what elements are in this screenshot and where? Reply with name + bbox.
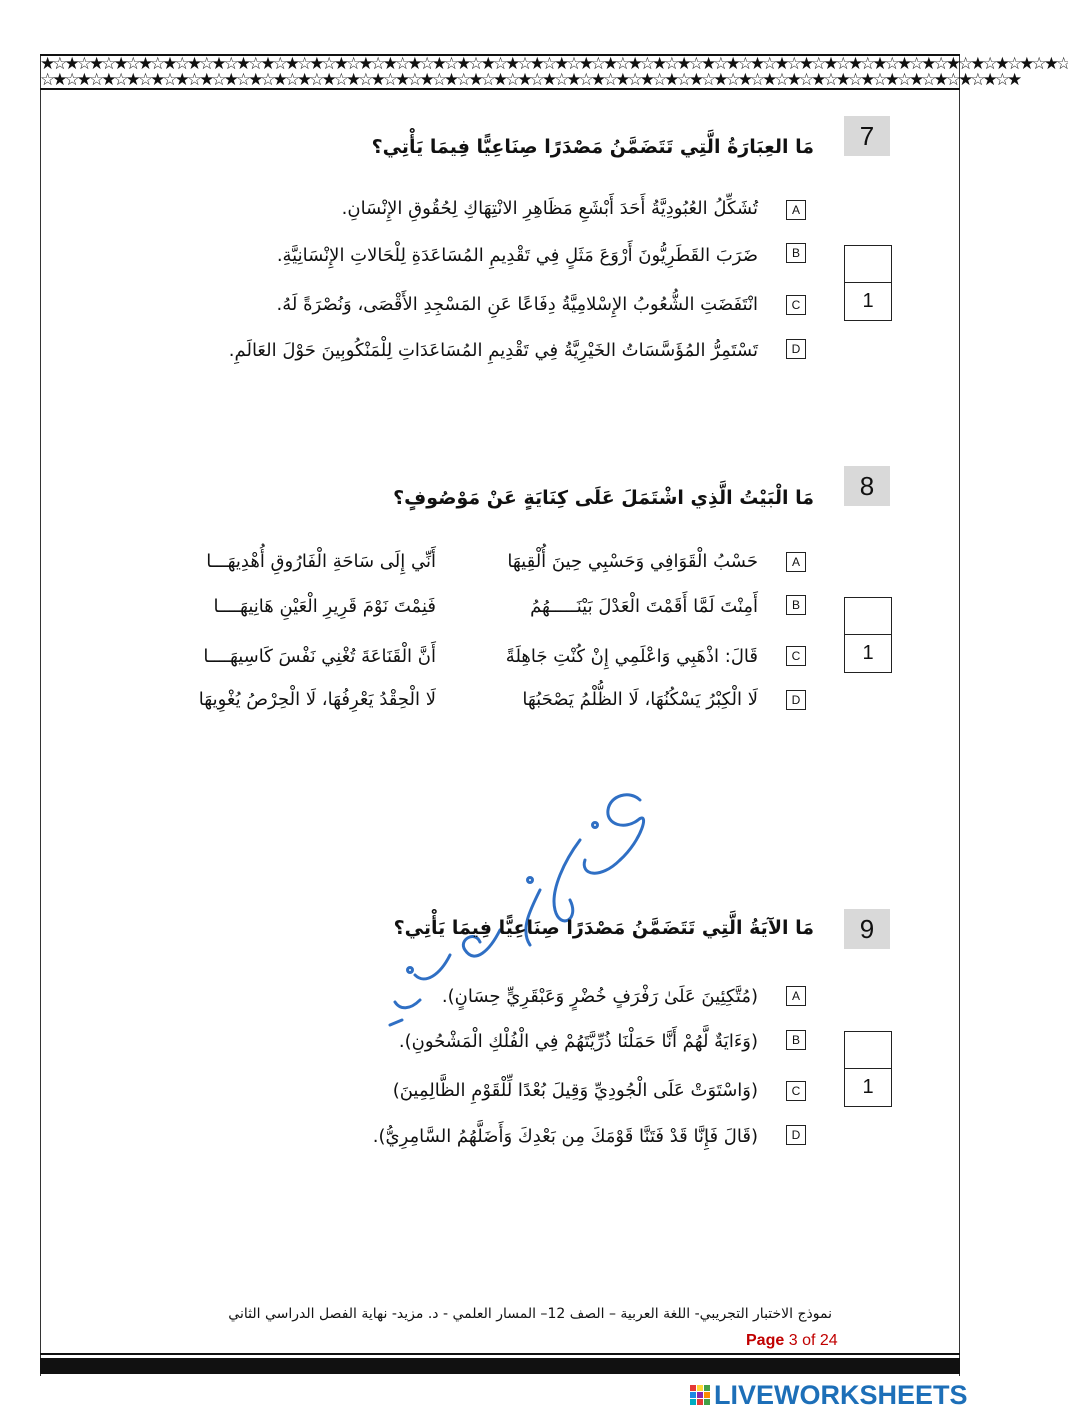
page-current: 3: [788, 1332, 798, 1349]
question-8-option-b-first-hemistich[interactable]: أَمِنْتَ لَمَّا أَقَمْتَ الْعَدْلَ بَيْنَـــــهُمُ: [530, 596, 758, 617]
question-7-score-box: [844, 245, 892, 321]
option-b-checkbox[interactable]: B: [786, 243, 806, 263]
page-total: 24: [819, 1332, 838, 1349]
question-9-option-a[interactable]: (مُتَّكِئِينَ عَلَىٰ رَفْرَفٍ خُضْرٍ وَعَبْقَرِيٍّ حِسَانٍ).: [441, 986, 758, 1007]
page-number: [746, 1332, 838, 1350]
score-value: 1: [862, 290, 874, 312]
score-input[interactable]: [845, 246, 891, 283]
option-c-checkbox[interactable]: C: [786, 646, 806, 666]
question-7-option-a[interactable]: تُشَكِّلُ العُبُودِيَّةُ أَحَدَ أَبْشَعِ مَظَاهِرِ الانْتِهَاكِ لِحُقُوقِ الإِنْسَانِ.: [341, 198, 758, 219]
question-8-option-d-first-hemistich[interactable]: لَا الْكِبْرُ يَسْكُنُهَا، لَا الظُّلْمُ يَصْحَبُهَا: [522, 689, 758, 710]
question-7-option-b[interactable]: ضَرَبَ القَطَرِيُّونَ أَرْوَعَ مَثَلٍ فِي تَقْدِيمِ المُسَاعَدَةِ لِلْحَالاتِ الإِنْسَانِيَّةِ.: [276, 245, 758, 266]
page-label: Page: [746, 1332, 785, 1349]
question-9-option-c[interactable]: (وَاسْتَوَتْ عَلَى الْجُودِيِّ وَقِيلَ بُعْدًا لِّلْقَوْمِ الظَّالِمِينَ): [392, 1080, 758, 1101]
option-c-checkbox[interactable]: C: [786, 295, 806, 315]
liveworksheets-logo[interactable]: [690, 1380, 968, 1410]
question-number-9: 9: [844, 909, 890, 949]
question-8-option-c-second-hemistich[interactable]: أَنَّ الْقَنَاعَةَ تُغْنِي نَفْسَ كَاسِيهَــــا: [203, 646, 436, 667]
star-row: ☆★☆★☆★☆★☆★☆★☆★☆★☆★☆★☆★☆★☆★☆★☆★☆★☆★☆★☆★☆★☆★☆★☆★☆★☆★☆★☆★☆★☆★☆★☆★☆★☆★☆★☆★☆★☆★☆★☆★☆★: [40, 70, 1020, 90]
score-input[interactable]: [845, 598, 891, 635]
footer-text: نموذج الاختبار التجريبي- اللغة العربية – الصف 12– المسار العلمي - د. مزيد- نهاية الفصل الدراسي الثاني: [228, 1306, 832, 1322]
question-7-prompt: مَا العِبَارَةُ الَّتِي تَتَضَمَّنُ مَصْدَرًا صِنَاعِيًّا فِيمَا يَأْتِي؟: [371, 136, 814, 158]
option-d-checkbox[interactable]: D: [786, 690, 806, 710]
question-9-score-box: [844, 1031, 892, 1107]
liveworksheets-icon: [690, 1385, 710, 1405]
option-d-checkbox[interactable]: D: [786, 339, 806, 359]
page-of: of: [802, 1332, 816, 1349]
option-a-checkbox[interactable]: A: [786, 200, 806, 220]
question-8-option-a-first-hemistich[interactable]: حَسْبُ الْقَوَافِي وَحَسْبِي حِينَ أُلْقِيهَا: [507, 551, 758, 572]
star-row: ★☆★☆★☆★☆★☆★☆★☆★☆★☆★☆★☆★☆★☆★☆★☆★☆★☆★☆★☆★☆★☆★☆★☆★☆★☆★☆★☆★☆★☆★☆★☆★☆★☆★☆★☆★☆★☆★☆★☆★☆★☆★☆: [40, 54, 1068, 74]
question-number-7: 7: [844, 116, 890, 156]
option-b-checkbox[interactable]: B: [786, 1030, 806, 1050]
question-9-prompt: مَا الآيَةُ الَّتِي تَتَضَمَّنُ مَصْدَرًا صِنَاعِيًّا فِيمَا يَأْتِي؟: [393, 917, 814, 939]
question-8-prompt: مَا الْبَيْتُ الَّذِي اشْتَمَلَ عَلَى كِنَايَةٍ عَنْ مَوْصُوفٍ؟: [393, 487, 814, 509]
question-7-option-d[interactable]: تَسْتَمِرُّ المُؤَسَّسَاتُ الخَيْرِيَّةُ فِي تَقْدِيمِ المُسَاعَدَاتِ لِلْمَنْكُوبِينَ حَوْلَ العَالَمِ.: [228, 340, 758, 361]
option-a-checkbox[interactable]: A: [786, 986, 806, 1006]
bottom-border-band: [40, 1358, 960, 1374]
question-8-option-d-second-hemistich[interactable]: لَا الْحِقْدُ يَعْرِفُهَا، لَا الْحِرْصُ يُغْوِيهَا: [198, 689, 436, 710]
option-b-checkbox[interactable]: B: [786, 595, 806, 615]
question-number-8: 8: [844, 466, 890, 506]
option-a-checkbox[interactable]: A: [786, 552, 806, 572]
question-9-option-d[interactable]: (قَالَ فَإِنَّا قَدْ فَتَنَّا قَوْمَكَ مِن بَعْدِكَ وَأَضَلَّهُمُ السَّامِرِيُّ).: [372, 1126, 758, 1147]
liveworksheets-wordmark: LIVEWORKSHEETS: [714, 1379, 968, 1410]
question-8-score-box: [844, 597, 892, 673]
question-8-option-c-first-hemistich[interactable]: قَالَ: اذْهَبِي وَاعْلَمِي إِنْ كُنْتِ جَاهِلَةً: [505, 646, 758, 667]
option-d-checkbox[interactable]: D: [786, 1125, 806, 1145]
question-8-option-b-second-hemistich[interactable]: فَنِمْتَ نَوْمَ قَرِيرِ الْعَيْنِ هَانِيهَــــا: [213, 596, 436, 617]
score-value: 1: [862, 642, 874, 664]
question-8-option-a-second-hemistich[interactable]: أَنِّي إِلَى سَاحَةِ الْفَارُوقِ أُهْدِيهَـــا: [206, 551, 436, 572]
question-7-option-c[interactable]: انْتَفَضَتِ الشُّعُوبُ الإِسْلامِيَّةُ دِفَاعًا عَنِ المَسْجِدِ الأَقْصَى، وَنُصْرَةً لَهُ.: [276, 294, 758, 315]
question-9-option-b[interactable]: (وَءَايَةٌ لَّهُمْ أَنَّا حَمَلْنَا ذُرِّيَّتَهُمْ فِي الْفُلْكِ الْمَشْحُونِ).: [398, 1031, 758, 1052]
score-value: 1: [862, 1076, 874, 1098]
star-border-band: [40, 54, 1068, 90]
option-c-checkbox[interactable]: C: [786, 1081, 806, 1101]
score-input[interactable]: [845, 1032, 891, 1069]
